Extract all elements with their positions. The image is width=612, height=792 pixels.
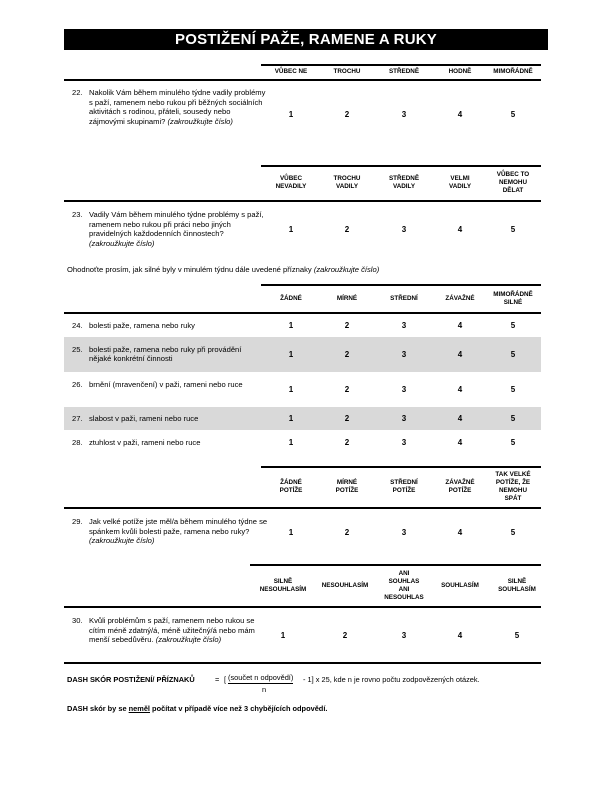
q23-option-2[interactable]: 2	[344, 225, 350, 234]
table-rule	[261, 466, 541, 468]
scale1-header-line: MIMOŘÁDNĚ	[493, 68, 533, 75]
q28-option-4[interactable]: 4	[457, 438, 463, 447]
q26-option-3[interactable]: 3	[401, 384, 407, 394]
question-text: brnění (mravenčení) v paži, rameni nebo ruce	[89, 379, 243, 389]
scale5-header-line: ANI	[398, 586, 410, 593]
q23-option-5[interactable]: 5	[510, 225, 516, 234]
scale2-header-2	[319, 175, 375, 191]
q24-option-4[interactable]: 4	[457, 320, 463, 330]
scale4-header-line: TAK VELKÉ	[495, 471, 531, 478]
dash-formula	[67, 673, 547, 695]
scale3-header-line: STŘEDNÍ	[390, 295, 418, 302]
dash-note: DASH skór by se neměl počítat v případě více než 3 chybějících odpovědí.	[67, 704, 328, 713]
q26-option-2[interactable]: 2	[344, 384, 350, 394]
question-text: Kvůli problémům s paží, ramenem nebo rukou se cítím méně zdatný/á, méně užitečný/á nebo mám menší sebedůvěru. (zakroužkujte číslo)	[89, 616, 255, 645]
scale2-header-line: VADILY	[335, 183, 359, 190]
q27-option-5[interactable]: 5	[510, 413, 516, 423]
formula-label: DASH SKÓR POSTIŽENÍ/ PŘÍZNAKŮ	[67, 675, 195, 684]
q25-option-5[interactable]: 5	[510, 349, 516, 359]
scale2-header-1	[261, 175, 321, 191]
scale5-header-3	[376, 570, 432, 602]
question-text: bolesti paže, ramena nebo ruky při provádění nějaké konkrétní činnosti	[89, 344, 242, 364]
question-number: 25.	[72, 344, 83, 354]
scale5-header-2	[315, 582, 375, 590]
scale5-header-line: SOUHLAS	[388, 578, 420, 585]
scale5-header-line: SILNĚ	[273, 578, 293, 585]
q25-option-2[interactable]: 2	[344, 349, 350, 359]
q22-option-5[interactable]: 5	[510, 110, 516, 119]
scale3-header-4	[433, 295, 487, 303]
table-rule	[64, 507, 541, 509]
scale1-header-5	[483, 68, 543, 76]
q28-option-3[interactable]: 3	[401, 438, 407, 447]
scale4-header-line: NEMOHU	[499, 487, 527, 494]
question-hint: (zakroužkujte číslo)	[167, 116, 233, 126]
question-number: 28.	[72, 438, 83, 448]
question-number: 23.	[72, 210, 83, 219]
q30-option-4[interactable]: 4	[457, 631, 463, 640]
q27-option-4[interactable]: 4	[457, 413, 463, 423]
q26-option-4[interactable]: 4	[457, 384, 463, 394]
scale1-header-4	[433, 68, 487, 76]
scale4-header-line: POTÍŽE	[335, 487, 359, 494]
scale2-header-line: VELMI	[450, 175, 470, 182]
q29-option-4[interactable]: 4	[457, 528, 463, 537]
scale3-header-2	[319, 295, 375, 303]
scale4-header-line: ŽÁDNÉ	[280, 479, 302, 486]
q24-option-5[interactable]: 5	[510, 320, 516, 330]
scale3-header-1	[261, 295, 321, 303]
q30-option-2[interactable]: 2	[342, 631, 348, 640]
scale4-header-2	[319, 479, 375, 495]
q25-option-4[interactable]: 4	[457, 349, 463, 359]
q27-option-3[interactable]: 3	[401, 413, 407, 423]
q27-option-2[interactable]: 2	[344, 413, 350, 423]
question-text: Jak velké potíže jste měl/a během minulého týdne se spánkem kvůli bolesti paže, ramena nebo ruky? (zakroužkujte číslo)	[89, 517, 268, 546]
scale4-header-1	[261, 479, 321, 495]
question-text: slabost v paži, rameni nebo ruce	[89, 413, 199, 423]
scale4-header-3	[376, 479, 432, 495]
q23-option-1[interactable]: 1	[288, 225, 294, 234]
scale5-header-line: SOUHLASÍM	[498, 586, 536, 593]
scale2-header-line: NEVADILY	[275, 183, 307, 190]
question-hint: (zakroužkujte číslo)	[89, 536, 155, 546]
table-rule	[261, 284, 541, 286]
scale1-header-line: STŘEDNĚ	[388, 68, 420, 75]
scale3-header-3	[376, 295, 432, 303]
scale2-header-line: STŘEDNĚ	[388, 175, 420, 182]
question-number: 29.	[72, 517, 83, 526]
q29-option-3[interactable]: 3	[401, 528, 407, 537]
q29-option-5[interactable]: 5	[510, 528, 516, 537]
q22-option-2[interactable]: 2	[344, 110, 350, 119]
scale4-header-line: SPÁT	[504, 495, 522, 502]
q22-option-3[interactable]: 3	[401, 110, 407, 119]
q29-option-1[interactable]: 1	[288, 528, 294, 537]
formula-denominator: n	[262, 685, 267, 694]
question-text: Nakolik Vám během minulého týdne vadily problémy s paží, ramenem nebo rukou při běžných sociálních aktivitách s rodinou, přáteli, sousedy nebo zájmovými skupinami? (zakroužkujte číslo)	[89, 88, 266, 126]
scale4-header-line: MÍRNÉ	[336, 479, 358, 486]
formula-bracket: [	[224, 675, 227, 684]
scale2-header-3	[376, 175, 432, 191]
q25-option-1[interactable]: 1	[288, 349, 294, 359]
scale2-header-line: VADILY	[392, 183, 416, 190]
question-number: 27.	[72, 413, 83, 423]
scale1-header-3	[376, 68, 432, 76]
q30-option-5[interactable]: 5	[514, 631, 520, 640]
scale3-header-line: ŽÁDNÉ	[280, 295, 302, 302]
formula-numerator: (součet n odpovědí)	[228, 673, 294, 682]
instruction-hint: (zakroužkujte číslo)	[313, 265, 380, 274]
scale1-header-line: HODNĚ	[448, 68, 472, 75]
scale3-header-line: SILNÉ	[503, 299, 523, 306]
scale4-header-line: POTÍŽE	[392, 487, 416, 494]
scale2-header-line: NEMOHU	[499, 179, 527, 186]
table-rule	[64, 200, 541, 202]
q24-option-1[interactable]: 1	[288, 320, 294, 330]
q23-option-4[interactable]: 4	[457, 225, 463, 234]
scale5-header-5	[488, 578, 546, 594]
instruction-text: Ohodnoťte prosím, jak silné byly v minulém týdnu dále uvedené příznaky (zakroužkujte číslo)	[67, 265, 380, 274]
table-rule	[64, 79, 541, 81]
scale4-header-line: POTÍŽE, ŽE	[495, 479, 531, 486]
q23-option-3[interactable]: 3	[401, 225, 407, 234]
scale5-header-1	[251, 578, 315, 594]
scale5-header-line: ANI	[398, 570, 410, 577]
q24-option-3[interactable]: 3	[401, 320, 407, 330]
scale2-header-line: VŮBEC TO	[496, 171, 530, 178]
table-rule	[64, 606, 541, 608]
scale1-header-line: VŮBEC NE	[274, 68, 308, 75]
scale5-header-line: SOUHLASÍM	[441, 582, 479, 589]
table-rule	[64, 662, 541, 664]
question-text: Vadily Vám během minulého týdne problémy s paží, ramenem nebo rukou při práci nebo jiných pravidelných každodenních činnostech? (zakroužkujte číslo)	[89, 210, 264, 248]
table-rule	[64, 312, 541, 314]
scale5-header-line: SILNĚ	[507, 578, 527, 585]
q28-option-5[interactable]: 5	[510, 438, 516, 447]
table-rule	[261, 165, 541, 167]
scale5-header-line: NESOUHLAS	[384, 594, 424, 601]
scale3-header-line: ZÁVAŽNÉ	[445, 295, 475, 302]
q27-option-1[interactable]: 1	[288, 413, 294, 423]
scale1-header-1	[261, 68, 321, 76]
scale1-header-2	[319, 68, 375, 76]
q25-option-3[interactable]: 3	[401, 349, 407, 359]
scale2-header-4	[433, 175, 487, 191]
q26-option-5[interactable]: 5	[510, 384, 516, 394]
q28-option-1[interactable]: 1	[288, 438, 294, 447]
q22-option-1[interactable]: 1	[288, 110, 294, 119]
question-number: 26.	[72, 379, 83, 389]
scale4-header-line: ZÁVAŽNÉ	[445, 479, 475, 486]
scale2-header-line: TROCHU	[333, 175, 361, 182]
table-rule	[250, 564, 541, 566]
scale2-header-5	[483, 171, 543, 195]
scale1-header-line: TROCHU	[333, 68, 361, 75]
scale2-header-line: VADILY	[448, 183, 472, 190]
q29-option-2[interactable]: 2	[344, 528, 350, 537]
scale5-header-line: NESOUHLASÍM	[259, 586, 307, 593]
scale3-header-5	[483, 291, 543, 307]
q28-option-2[interactable]: 2	[344, 438, 350, 447]
question-number: 24.	[72, 320, 83, 330]
scale4-header-4	[433, 479, 487, 495]
scale3-header-line: MÍRNÉ	[336, 295, 358, 302]
q26-option-1[interactable]: 1	[288, 384, 294, 394]
note-emphasis: neměl	[128, 704, 150, 713]
q24-option-2[interactable]: 2	[344, 320, 350, 330]
scale5-header-4	[433, 582, 487, 590]
question-text: ztuhlost v paži, rameni nebo ruce	[89, 438, 201, 448]
q30-option-3[interactable]: 3	[401, 631, 407, 640]
q22-option-4[interactable]: 4	[457, 110, 463, 119]
scale5-header-line: NESOUHLASÍM	[321, 582, 369, 589]
scale4-header-5	[482, 471, 544, 503]
page-title: POSTIŽENÍ PAŽE, RAMENE A RUKY	[64, 29, 548, 50]
question-hint: (zakroužkujte číslo)	[89, 238, 155, 248]
table-rule	[261, 64, 541, 66]
question-number: 30.	[72, 616, 83, 625]
scale2-header-line: DĚLAT	[502, 187, 524, 194]
question-hint: (zakroužkujte číslo)	[155, 635, 222, 645]
scale2-header-line: VŮBEC	[279, 175, 303, 182]
question-text: bolesti paže, ramena nebo ruky	[89, 320, 195, 330]
formula-equals: =	[215, 675, 220, 684]
q30-option-1[interactable]: 1	[280, 631, 286, 640]
scale4-header-line: STŘEDNÍ	[390, 479, 418, 486]
scale4-header-line: POTÍŽE	[279, 487, 303, 494]
question-number: 22.	[72, 88, 83, 97]
formula-tail: - 1] x 25, kde n je rovno počtu zodpovězených otázek.	[303, 675, 480, 684]
scale3-header-line: MIMOŘÁDNĚ	[493, 291, 533, 298]
scale4-header-line: POTÍŽE	[448, 487, 472, 494]
